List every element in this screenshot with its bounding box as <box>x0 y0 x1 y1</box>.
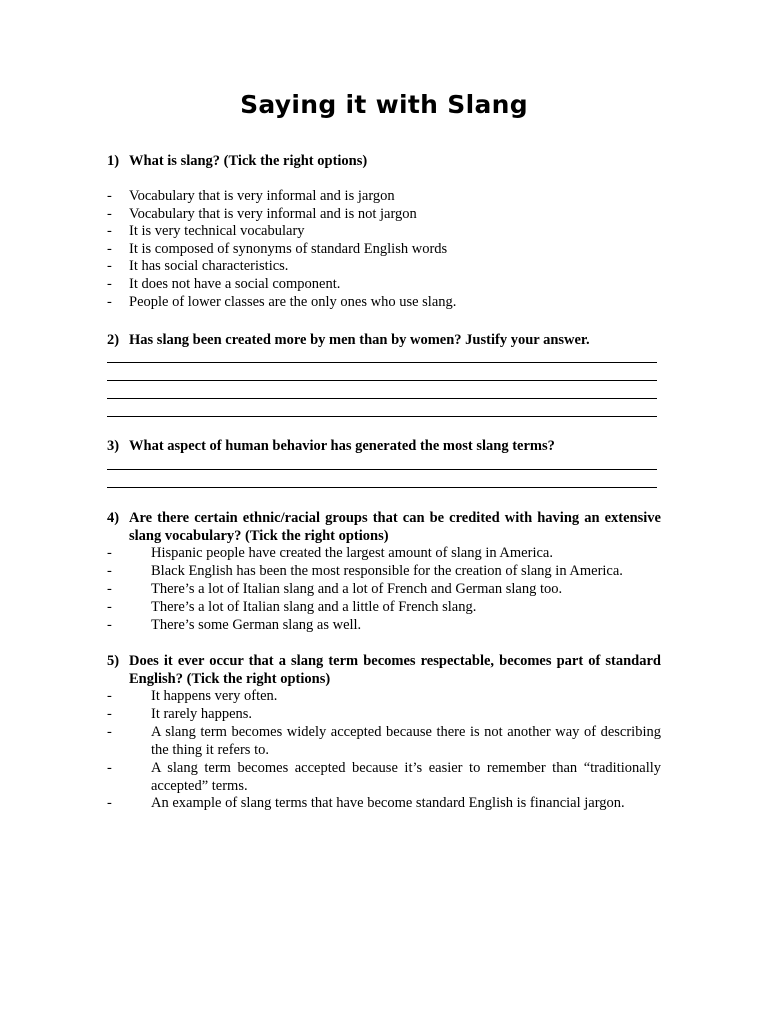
question-4-options <box>107 545 661 635</box>
question-number: 2) <box>107 332 120 348</box>
bullet-dash: - <box>107 598 112 615</box>
bullet-dash: - <box>107 258 112 275</box>
question-text: What aspect of human behavior has generated the most slang terms? <box>129 438 555 454</box>
question-1 <box>107 152 661 170</box>
option-item[interactable] <box>107 258 661 276</box>
option-text: It does not have a social component. <box>129 275 341 292</box>
option-item[interactable] <box>107 545 661 563</box>
bullet-dash: - <box>107 562 112 579</box>
question-5 <box>107 652 661 688</box>
bullet-dash: - <box>107 293 112 310</box>
bullet-dash: - <box>107 545 112 561</box>
answer-line <box>107 380 657 381</box>
bullet-dash: - <box>107 688 112 704</box>
page-title: Saying it with Slang <box>240 90 528 119</box>
question-number: 5) <box>107 653 120 669</box>
answer-line <box>107 416 657 417</box>
option-text: It happens very often. <box>151 688 278 704</box>
option-text: A slang term becomes widely accepted because there is not another way of describing the thing it refers to. <box>151 723 661 758</box>
question-5-options <box>107 688 661 813</box>
answer-line <box>107 362 657 363</box>
option-text: A slang term becomes accepted because it’s easier to remember than “traditionally accepted” terms. <box>151 759 661 794</box>
option-text: There’s some German slang as well. <box>151 616 362 633</box>
option-item[interactable] <box>107 206 661 224</box>
answer-line <box>107 398 657 399</box>
option-item[interactable] <box>107 795 661 813</box>
bullet-dash: - <box>107 795 112 812</box>
option-item[interactable] <box>107 617 661 635</box>
option-text: An example of slang terms that have become standard English is financial jargon. <box>151 795 625 812</box>
bullet-dash: - <box>107 759 112 776</box>
option-item[interactable] <box>107 563 661 581</box>
option-item[interactable] <box>107 724 661 760</box>
option-item[interactable] <box>107 760 661 796</box>
question-number: 3) <box>107 438 120 454</box>
option-text: People of lower classes are the only ones who use slang. <box>129 293 457 310</box>
option-item[interactable] <box>107 706 661 724</box>
bullet-dash: - <box>107 580 112 597</box>
question-number: 1) <box>107 153 120 169</box>
question-4 <box>107 509 661 545</box>
question-text: Does it ever occur that a slang term becomes respectable, becomes part of standard English? (Tick the right options) <box>129 653 661 687</box>
bullet-dash: - <box>107 188 112 204</box>
option-text: Hispanic people have created the largest amount of slang in America. <box>151 545 553 561</box>
question-text: Has slang been created more by men than by women? Justify your answer. <box>129 332 590 348</box>
option-text: Vocabulary that is very informal and is not jargon <box>129 205 417 222</box>
bullet-dash: - <box>107 240 112 257</box>
option-text: It is composed of synonyms of standard English words <box>129 240 448 257</box>
option-item[interactable] <box>107 599 661 617</box>
question-2-answer-area[interactable] <box>107 362 657 434</box>
bullet-dash: - <box>107 223 112 240</box>
answer-line <box>107 487 657 488</box>
bullet-dash: - <box>107 723 112 740</box>
bullet-dash: - <box>107 205 112 222</box>
bullet-dash: - <box>107 705 112 722</box>
option-text: There’s a lot of Italian slang and a little of French slang. <box>151 598 477 615</box>
bullet-dash: - <box>107 616 112 633</box>
question-2 <box>107 331 661 349</box>
question-text: What is slang? (Tick the right options) <box>129 153 368 169</box>
option-item[interactable] <box>107 241 661 259</box>
question-1-options <box>107 188 661 311</box>
option-text: It rarely happens. <box>151 705 253 722</box>
option-text: Black English has been the most responsible for the creation of slang in America. <box>151 562 623 579</box>
option-text: It is very technical vocabulary <box>129 223 305 240</box>
option-item[interactable] <box>107 276 661 294</box>
question-3-answer-area[interactable] <box>107 469 657 505</box>
option-item[interactable] <box>107 581 661 599</box>
option-text: Vocabulary that is very informal and is jargon <box>129 188 395 204</box>
option-item[interactable] <box>107 188 661 206</box>
question-text: Are there certain ethnic/racial groups that can be credited with having an extensive slang vocabulary? (Tick the right options) <box>129 510 661 544</box>
option-text: It has social characteristics. <box>129 258 289 275</box>
option-item[interactable] <box>107 223 661 241</box>
option-item[interactable] <box>107 294 661 312</box>
answer-line <box>107 469 657 470</box>
question-3 <box>107 437 661 455</box>
bullet-dash: - <box>107 275 112 292</box>
question-number: 4) <box>107 510 120 526</box>
option-item[interactable] <box>107 688 661 706</box>
option-text: There’s a lot of Italian slang and a lot of French and German slang too. <box>151 580 563 597</box>
